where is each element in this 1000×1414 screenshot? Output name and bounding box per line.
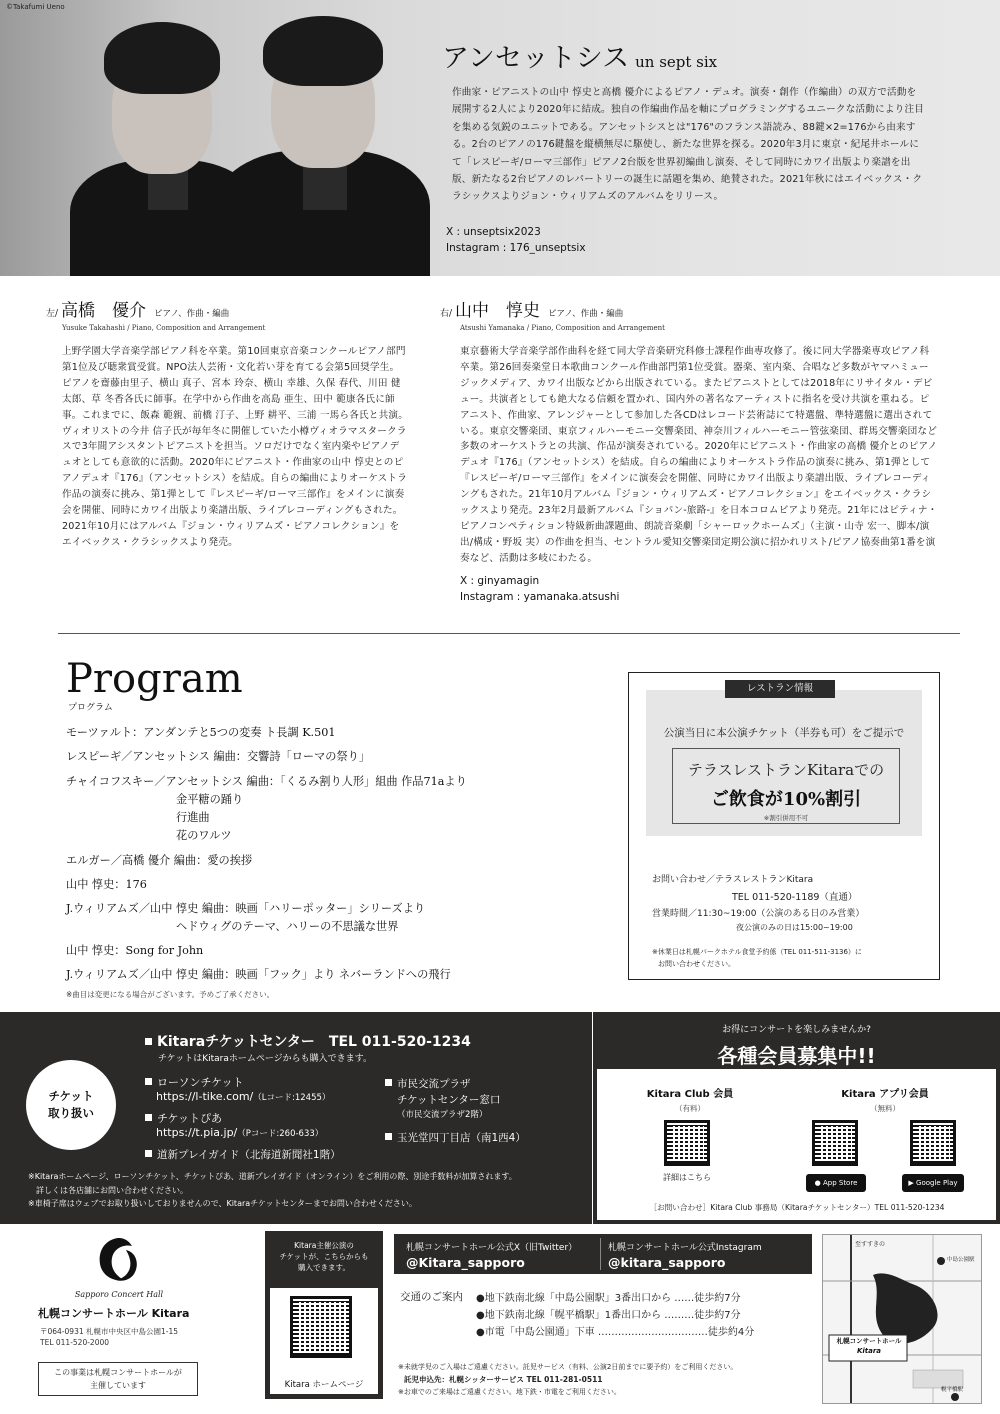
restaurant-hours-night: 夜公演のみの日は15:00~19:00 (736, 923, 853, 932)
ticket-badge-line1: チケット (48, 1089, 94, 1103)
ticket-pia-url[interactable] (156, 1126, 323, 1139)
group-x-handle: X : unseptsix2023 (446, 226, 541, 238)
restaurant-closed-note-2: お問い合わせください。 (658, 960, 735, 968)
bio-left-role: ピアノ、作曲・編曲 (154, 309, 230, 319)
ticket-plaza-label: 市民交流プラザ (397, 1078, 471, 1090)
access-note: ※お車でのご来場はご遠慮ください。地下鉄・市電をご利用ください。 (398, 1388, 621, 1396)
bullet-square-icon (145, 1038, 152, 1045)
googleplay-qr-code[interactable] (910, 1120, 956, 1166)
ticket-pia (145, 1110, 222, 1126)
group-name-en: un sept six (635, 53, 718, 71)
access-note: 託児申込先：札幌シッターサービス TEL 011-281-0511 (404, 1375, 603, 1384)
access-map[interactable] (822, 1234, 982, 1404)
access-label: 交通のご案内 (400, 1291, 463, 1303)
ticket-doshin (145, 1147, 341, 1162)
program-note: ※曲目は変更になる場合がございます。予めご了承ください。 (66, 990, 275, 999)
bio-left-prefix: 左/ (46, 309, 59, 319)
hall-address (40, 1326, 178, 1348)
group-description: 作曲家・ピアニストの山中 惇史と高橋 優介によるピアノ・デュオ。演奏・創作（作編曲）の双方で活動を展開する2人により2020年に結成。独自の作編曲作品を軸にプログラミングするユニークな活動により注目を集める気鋭のユニットである。アンセットシスとは"176"のフランス語読み、88鍵×2=176から由来する。2台のピアノの176鍵盤を縦横無尽に駆使し、新たな世界を探る。2020年3月に東京・紀尾井ホールにて「レスピーギ/ローマ三部作」ピアノ2台版を世界初編曲し演奏、そして同時にカワイ出版より楽譜を出版、新たなる2台ピアノのレパートリーの誕生に話題を集め、絶賛された。2021年秋にはエイベックス・クラシックスよりジョン・ウィリアムズのアルバムをリリース。 (452, 87, 925, 203)
apple-icon: ● (814, 1179, 821, 1187)
program-item: チャイコフスキー／アンセットシス 編曲：「くるみ割り人形」組曲 作品71aより (66, 775, 467, 788)
program-item: 山中 惇史：176 (66, 878, 147, 891)
access-row: ●市電「中島公園通」下車 ……………………………徒歩約4分 (476, 1327, 755, 1338)
bullet-square-icon (385, 1133, 392, 1140)
club-member-label: Kitara Club 会員 (646, 1089, 734, 1100)
program-subitem: 花のワルツ (176, 829, 232, 842)
ticket-lawson-url[interactable] (156, 1090, 330, 1103)
ticket-pia-code: （Pコード:260-633） (237, 1129, 324, 1139)
restaurant-contact: お問い合わせ／テラスレストランKitara (652, 875, 814, 885)
program-item: J.ウィリアムズ／山中 惇史 編曲：映画「フック」より ネバーランドへの飛行 (66, 968, 451, 981)
hall-name-en: Sapporo Concert Hall (74, 1290, 164, 1299)
ticket-badge (26, 1060, 116, 1150)
ticket-pia-link[interactable]: https://t.pia.jp/ (156, 1126, 238, 1139)
portrait-yamanaka (205, 0, 435, 276)
instagram-handle[interactable]: @kitara_sapporo (608, 1255, 726, 1270)
bio-left-name: 高橋 優介 (61, 301, 147, 321)
map-label-hall: 札幌コンサートホール (836, 1337, 902, 1345)
googleplay-button[interactable] (902, 1174, 964, 1192)
ticket-lawson-link[interactable]: https://l-tike.com/ (156, 1090, 254, 1103)
program-item: J.ウィリアムズ／山中 惇史 編曲：映画「ハリーポッター」シリーズより (66, 902, 426, 915)
ticket-plaza (385, 1076, 471, 1091)
membership-title: 各種会員募集中!! (717, 1044, 876, 1068)
ticket-lawson-code: （Lコード:12455） (253, 1093, 331, 1103)
bullet-square-icon (145, 1114, 152, 1121)
bio-right (440, 296, 940, 605)
bullet-square-icon (145, 1150, 152, 1157)
restaurant-badge: レストラン情報 (725, 680, 835, 698)
ticket-notes (28, 1170, 517, 1211)
ticket-lawson (145, 1074, 244, 1090)
bio-left-name-en: Yusuke Takahashi / Piano, Composition and Arrangement (62, 324, 266, 332)
bio-right-instagram-handle: Instagram : yamanaka.atsushi (460, 590, 620, 603)
hall-logo (96, 1236, 140, 1284)
program-item: エルガー／高橋 優介 編曲：愛の挨拶 (66, 854, 253, 867)
ticket-plaza-3: （市民交流プラザ2階） (397, 1110, 488, 1120)
twitter-label: 札幌コンサートホール公式X（旧Twitter） (406, 1243, 578, 1253)
ticket-note-1: ※Kitaraホームページ、ローソンチケット、チケットぴあ、道新プレイガイド（オンライン）をご利用の際、別途手数料が加算されます。 (28, 1172, 517, 1181)
bio-right-x-handle: X : ginyamagin (460, 574, 540, 587)
hall-address-line: 〒064-0931 札幌市中央区中島公園1-15 (40, 1327, 179, 1336)
club-member-fee: （有料） (675, 1104, 705, 1113)
ticket-doshin-label: 道新プレイガイド（北海道新聞社1階） (157, 1149, 341, 1161)
ticket-gyokkodo-label: 玉光堂四丁目店（南1西4） (397, 1132, 526, 1144)
membership-contact: ［お問い合わせ］Kitara Club 事務局（Kitaraチケットセンター）TEL 011-520-1234 (649, 1203, 945, 1212)
hall-tel: TEL 011-520-2000 (40, 1338, 110, 1347)
program-subitem: ヘドウィグのテーマ、ハリーの不思議な世界 (176, 920, 399, 933)
ticket-center (145, 1031, 471, 1051)
photo-credit: ©Takafumi Ueno (6, 3, 65, 11)
map-label-horohira: 幌平橋駅 (941, 1387, 964, 1393)
appstore-qr-code[interactable] (812, 1120, 858, 1166)
instagram-label: 札幌コンサートホール公式Instagram (608, 1243, 762, 1253)
sns-divider (600, 1238, 601, 1270)
ticket-center-sub: チケットはKitaraホームページからも購入できます。 (158, 1054, 372, 1064)
access-note: ※未就学児のご入場はご遠慮ください。託児サービス（有料、公演2日前までに要予約）をご利用ください。 (398, 1363, 738, 1371)
restaurant-closed-note: ※休業日は札幌パークホテル食堂予約係（TEL 011-511-3136）に (652, 948, 862, 956)
ticket-gyokkodo (385, 1130, 526, 1145)
ticket-note-2: 詳しくは各店舗にお問い合わせください。 (36, 1185, 188, 1195)
program-item: モーツァルト：アンダンテと5つの変奏 ト長調 K.501 (66, 726, 336, 739)
hero-photo-section (0, 0, 1000, 276)
hall-sponsor-line2: 主催しています (90, 1381, 146, 1390)
restaurant-tel: TEL 011-520-1189（直通） (732, 892, 858, 903)
membership-lead: お得にコンサートを楽しみませんか? (722, 1025, 871, 1035)
access-row: ●地下鉄南北線「幌平橋駅」1番出口から ………徒歩約7分 (476, 1310, 741, 1321)
app-member-fee: （無料） (870, 1104, 900, 1113)
bio-right-sns (460, 573, 940, 605)
map-label-station: 中島公園駅 (947, 1257, 975, 1263)
access-row: ●地下鉄南北線「中島公園駅」3番出口から ……徒歩約7分 (476, 1293, 741, 1304)
homepage-qr-footer: Kitara ホームページ (284, 1380, 364, 1390)
homepage-qr-code[interactable] (290, 1296, 352, 1358)
homepage-qr-text (265, 1240, 383, 1273)
twitter-handle[interactable]: @Kitara_sapporo (406, 1255, 525, 1270)
map-label-kitara: Kitara (856, 1347, 882, 1355)
program-subitem: 行進曲 (176, 811, 210, 824)
bio-left-body: 上野学園大学音楽学部ピアノ科を卒業。第10回東京音楽コンクールピアノ部門第1位及び聴衆賞受賞。NPO法人芸術・文化若い芽を育てる会第5回奨学生。ピアノを齋藤由里子、横山 真子、宮本 玲奈、横山 幸雄、久保 春代、川田 健太郎、草 冬香各氏に師事。在学中から作曲を高島 亜生、田中 範康各氏に師事。これまでに、飯森 範親、前橋 汀子、上野 耕平、三浦 一馬ら各氏と共演。ヴィオリストの今井 信子氏が毎年冬に開催していた小樽ヴィオラマスタークラスで3年間アシスタントピアニストを担当。ソロだけでなく室内楽やピアノデュオとしても意欲的に活動。2020年にピアニスト・作曲家の山中 惇史とのピアノデュオ『176』（アンセットシス）を結成。自らの編曲によりオーケストラ作品の演奏に挑み、第1弾として『レスピーギ/ローマ三部作』をメインに演奏会を開催、同時にカワイ出版より楽譜出版、ライブレコーディングもされた。2021年10月にはアルバム『ジョン・ウィリアムズ・ピアノコレクション』をエイベックス・クラシックスより発売。 (62, 346, 408, 548)
play-icon: ▶ (908, 1179, 914, 1187)
ticket-note-3: ※車椅子席はウェブでお取り扱いしておりませんので、Kitaraチケットセンターまでお問い合わせください。 (28, 1199, 417, 1208)
bio-right-heading (440, 296, 940, 321)
ticket-pia-label: チケットぴあ (157, 1112, 223, 1125)
hall-logo-icon (96, 1236, 140, 1284)
group-instagram-handle: Instagram : 176_unseptsix (446, 242, 586, 254)
bio-right-name-en: Atsushi Yamanaka / Piano, Composition and Arrangement (460, 324, 665, 332)
bio-right-role: ピアノ、作曲・編曲 (548, 309, 624, 319)
restaurant-hours: 営業時間／11:30~19:00（公演のある日のみ営業） (652, 909, 865, 919)
homepage-qr-line1: Kitara主催公演の (294, 1241, 354, 1250)
bullet-square-icon (145, 1078, 152, 1085)
homepage-qr-line2: チケットが、こちらからも (279, 1252, 369, 1261)
program-title: Program (66, 656, 243, 702)
ticket-plaza-2: チケットセンター窓口 (397, 1094, 501, 1106)
restaurant-offer-line2: ご飲食が10%割引 (710, 789, 862, 810)
appstore-button[interactable] (806, 1174, 866, 1192)
ticket-badge-line2: 取り扱い (48, 1106, 94, 1120)
hall-name: 札幌コンサートホール Kitara (38, 1307, 190, 1320)
program-subtitle: プログラム (68, 703, 113, 713)
program-subitem: 金平糖の踊り (176, 793, 244, 806)
section-divider (58, 633, 960, 634)
group-name: アンセットシス (442, 43, 630, 74)
bio-right-body: 東京藝術大学音楽学部作曲科を経て同大学音楽研究科修士課程作曲専攻修了。後に同大学器楽専攻ピアノ科卒業。第26回奏楽堂日本歌曲コンクール作曲部門第1位受賞。器楽、室内楽、合唱など多数がヤマハミュージックメディア、カワイ出版などから出版されている。またピアニストとしては2018年にリサイタル・デビュー。共演者としても絶大なる信頼を置かれ、国内外の著名なアーティストに指名を受け共演を重ねる。ピアニスト、作曲家、アレンジャーとして参加した各CDはレコード芸術誌にて特選盤、準特選盤に選出されている。東京交響楽団、東京フィルハーモニー交響楽団、神奈川フィルハーモニー管弦楽団、群馬交響楽団など多数のオーケストラとの共演、作品が演奏されている。2020年にピアニスト・作曲家の高橋 優介とのピアノデュオ『176』（アンセットシス）を結成。自らの編曲によりオーケストラ作品の演奏に挑み、第1弾として『レスピーギ/ローマ三部作』をメインに演奏会を開催、同時にカワイ出版より楽譜出版、ライブレコーディングもされた。21年10月アルバム『ジョン・ウィリアムズ・ピアノコレクション』をエイベックス・クラシックスより発売。23年2月最新アルバム『ショパン-旅路-』を日本コロムビアより発売。21年にはピティナ・ピアノコンペティション特級新曲課題曲、朗読音楽劇「シャーロックホームズ」（主演・山寺 宏一、脚本/演出/構成・野坂 実）の作曲を担当、セントラル愛知交響楽団定期公演に招かれリスト/ピアノ協奏曲第1番を演奏など、活動は多岐にわたる。 (460, 346, 938, 564)
restaurant-offer-note: ※割引併用不可 (763, 814, 809, 822)
restaurant-lead: 公演当日に本公演チケット（半券も可）をご提示で (663, 727, 905, 739)
group-title (442, 36, 717, 75)
group-sns (446, 224, 586, 256)
program-item: レスピーギ／アンセットシス 編曲：交響詩「ローマの祭り」 (66, 750, 371, 763)
club-detail-link[interactable]: 詳細はこちら (663, 1173, 711, 1182)
program-item: 山中 惇史：Song for John (66, 944, 204, 957)
hall-sponsor-line1: この事業は札幌コンサートホールが (54, 1368, 182, 1377)
app-member-label: Kitara アプリ会員 (841, 1089, 929, 1100)
bio-right-name: 山中 惇史 (455, 301, 541, 321)
bio-left-heading (46, 296, 416, 321)
bullet-square-icon (385, 1079, 392, 1086)
ticket-center-label: Kitaraチケットセンター TEL 011-520-1234 (157, 1034, 471, 1050)
ticket-lawson-label: ローソンチケット (157, 1076, 244, 1089)
googleplay-label: Google Play (916, 1179, 958, 1187)
bio-left (46, 296, 416, 551)
restaurant-offer-line1: テラスレストランKitaraでの (687, 761, 885, 779)
appstore-label: App Store (822, 1179, 858, 1187)
bio-right-prefix: 右/ (440, 309, 453, 319)
map-label-susukino: 至すすきの (855, 1241, 886, 1248)
hall-sponsor-box (38, 1362, 198, 1396)
homepage-qr-line3: 購入できます。 (298, 1263, 350, 1272)
club-qr-code[interactable] (664, 1120, 710, 1166)
